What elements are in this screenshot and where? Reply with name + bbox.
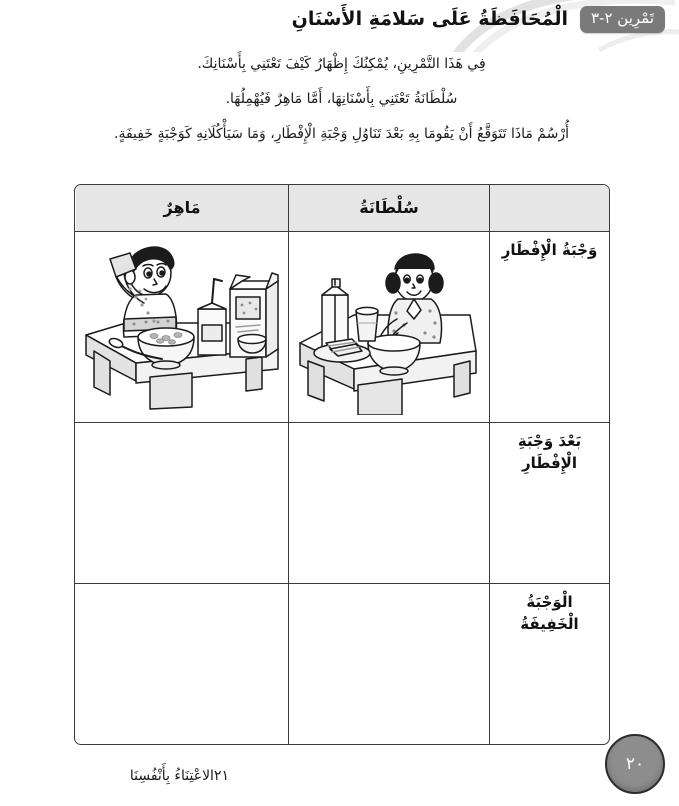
instruction-line-1: فِي هَذَا التَّمْرِينِ، يُمْكِنُكَ إِظْهَارُ كَيْفَ تَعْتَنِي بِأَسْنَانِكَ. (197, 56, 486, 72)
cell-sultana-snack[interactable] (289, 584, 490, 744)
header-cell-label (490, 185, 609, 231)
girl-breakfast-illustration (294, 239, 484, 415)
row-label-snack (490, 584, 609, 744)
row-label-after-breakfast (490, 423, 609, 583)
cell-maher-snack[interactable] (76, 584, 289, 744)
exercise-badge: تَمْرِين ٢-٣ (580, 6, 665, 33)
boy-breakfast-illustration (80, 239, 285, 415)
header-cell-maher (76, 185, 289, 231)
page-header (292, 6, 665, 33)
row-label-text: الْوَجْبَةُ الْخَفِيفَةُ (520, 593, 579, 633)
table-row (75, 422, 609, 583)
header-label-maher: مَاهِرٌ (163, 197, 201, 217)
page-title: الْمُحَافَظَةُ عَلَى سَلامَةِ الأَسْنَانِ (291, 8, 568, 31)
header-label-sultana: سُلْطَانَةُ (359, 197, 419, 217)
page-number-badge: ٢٠ (605, 734, 665, 794)
table-row (75, 583, 609, 744)
instruction-line-2: سُلْطَانَةُ تَعْتَنِي بِأَسْنَانِهَا، أَمَّا مَاهِرٌ فَيُهْمِلُهَا. (225, 91, 458, 107)
cell-sultana-breakfast[interactable] (289, 232, 490, 422)
row-label-breakfast (490, 232, 609, 422)
table-header-row (75, 185, 609, 231)
chapter-footer-text: ٢١الاعْتِنَاءُ بِأَنْفُسِنَا (129, 768, 229, 784)
header-cell-sultana (289, 185, 490, 231)
row-label-text: وَجْبَةُ الْإِفْطَارِ (501, 241, 598, 259)
cell-maher-after-breakfast[interactable] (76, 423, 289, 583)
cell-sultana-after-breakfast[interactable] (289, 423, 490, 583)
instructions-block (18, 54, 665, 145)
cell-maher-breakfast[interactable] (76, 232, 289, 422)
table-row (75, 231, 609, 422)
instruction-line-3: أُرْسُمْ مَاذَا تَتَوَقَّعُ أَنْ يَقُومَا بِهِ بَعْدَ تَنَاوُلِ وَجْبَةِ الْإِفْطَارِ، وَمَا سَيَأْكُلَانِهِ كَوَجْبَةٍ خَفِيفَةٍ. (114, 126, 569, 142)
worksheet-table (74, 184, 610, 745)
row-label-text: بَعْدَ وَجْبَةِ الْإِفْطَارِ (517, 432, 582, 472)
